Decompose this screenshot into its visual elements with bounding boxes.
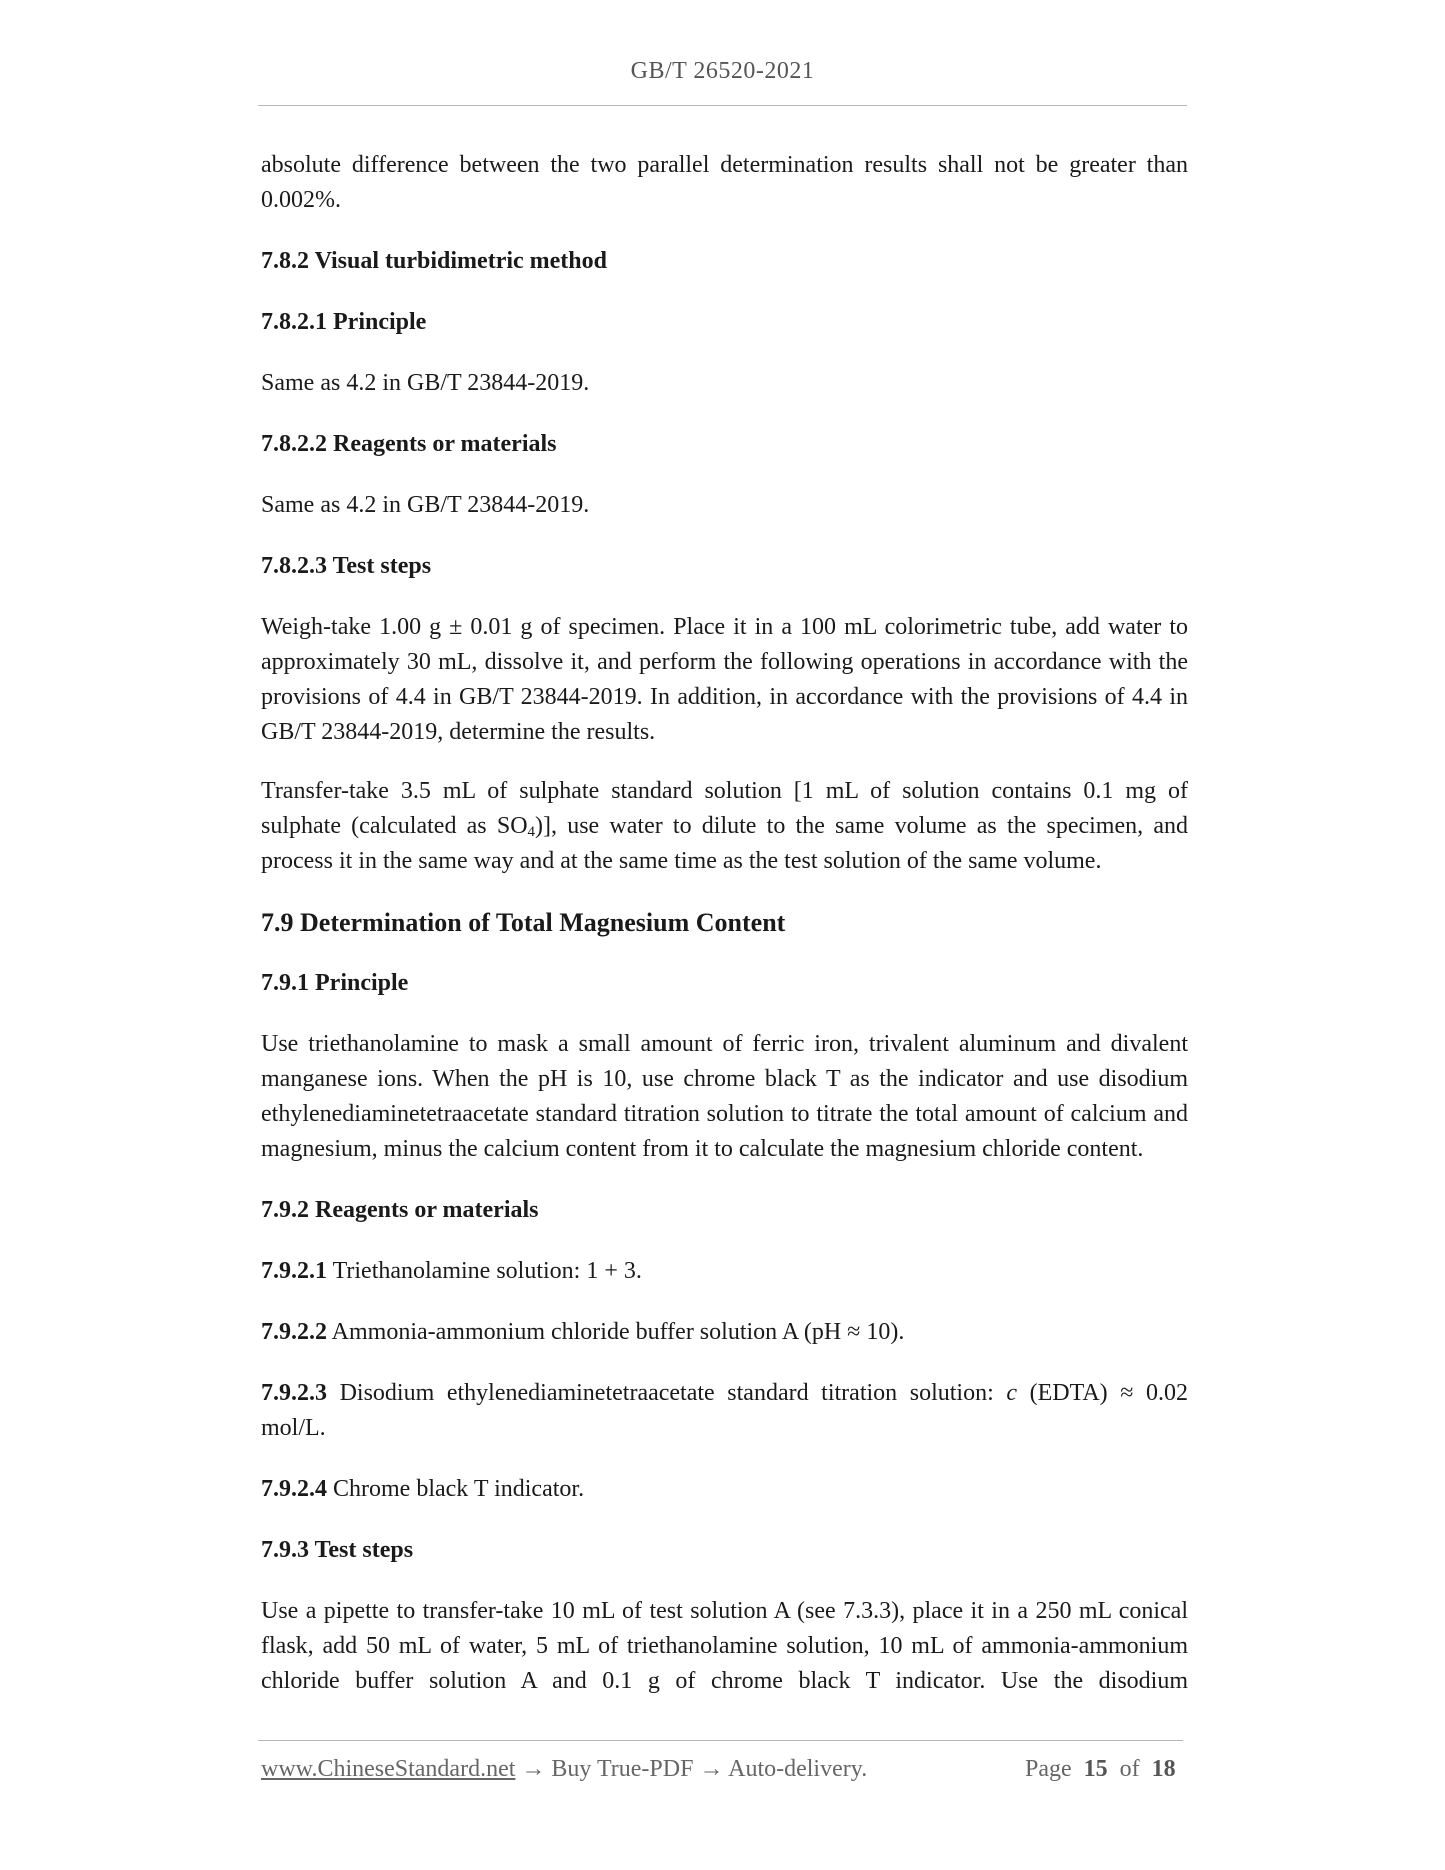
paragraph: Use triethanolamine to mask a small amount of ferric iron, trivalent aluminum and divalent manganese ions. When the pH is 10, use chrome black T as the indicator and use disodium ethylenediaminetetraacetate standard titration solution to titrate the total amount of calcium and magnesium, minus the calcium content from it to calculate the magnesium chloride content.: [261, 1031, 1188, 1162]
item-number: 7.9.2.4: [261, 1476, 327, 1502]
list-item: [261, 1376, 1188, 1446]
subscript: 4: [527, 824, 536, 840]
paragraph-text: Transfer-take 3.5 mL of sulphate standard solution [1 mL of solution contains 0.1 mg of sulphate (calculated as SO: [261, 778, 1188, 839]
item-number: 7.9.2.3: [261, 1380, 327, 1406]
footer-text: → Buy True-PDF → Auto-delivery.: [515, 1756, 868, 1782]
page-content: [261, 148, 1188, 1699]
header-divider: [258, 105, 1187, 106]
footer-promo: [261, 1756, 867, 1783]
page-number: 15: [1083, 1756, 1108, 1782]
section-heading: 7.9.1 Principle: [261, 970, 409, 996]
section-heading: 7.9.3 Test steps: [261, 1537, 414, 1563]
section-heading: 7.8.2.1 Principle: [261, 309, 427, 335]
section-heading: 7.8.2.2 Reagents or materials: [261, 431, 557, 457]
item-number: 7.9.2.2: [261, 1319, 327, 1345]
website-link[interactable]: www.ChineseStandard.net: [261, 1756, 516, 1782]
footer-divider: [258, 1740, 1183, 1741]
item-text: Triethanolamine solution: 1 + 3.: [327, 1258, 642, 1284]
paragraph: absolute difference between the two parallel determination results shall not be greater than 0.002%.: [261, 152, 1188, 213]
section-heading: 7.9.2 Reagents or materials: [261, 1197, 539, 1223]
list-item: [261, 1254, 1188, 1289]
header-title: GB/T 26520-2021: [630, 58, 815, 84]
item-text: Ammonia-ammonium chloride buffer solution A (pH ≈ 10).: [327, 1319, 905, 1345]
paragraph-text: )], use water to dilute to the same volume as the specimen, and process it in the same way and at the same time as the test solution of the same volume.: [261, 813, 1188, 874]
paragraph: Weigh-take 1.00 g ± 0.01 g of specimen. Place it in a 100 mL colorimetric tube, add water to approximately 30 mL, dissolve it, and perform the following operations in accordance with the provisions of 4.4 in GB/T 23844-2019. In addition, in accordance with the provisions of 4.4 in GB/T 23844-2019, determine the results.: [261, 614, 1188, 745]
of-label: of: [1119, 1756, 1140, 1782]
list-item: [261, 1315, 1188, 1350]
paragraph: Same as 4.2 in GB/T 23844-2019.: [261, 370, 590, 396]
paragraph: Same as 4.2 in GB/T 23844-2019.: [261, 492, 590, 518]
section-heading: 7.8.2 Visual turbidimetric method: [261, 248, 607, 274]
section-heading: 7.9 Determination of Total Magnesium Content: [261, 908, 786, 937]
item-text: Disodium ethylenediaminetetraacetate standard titration solution:: [327, 1380, 1007, 1406]
section-heading: 7.8.2.3 Test steps: [261, 553, 432, 579]
page-total: 18: [1151, 1756, 1176, 1782]
item-text: (EDTA) ≈ 0.02 mol/L.: [261, 1380, 1189, 1441]
list-item: [261, 1472, 1188, 1507]
page-label: Page: [1025, 1756, 1072, 1782]
page-indicator: [1025, 1756, 1176, 1783]
concentration-symbol: c: [1006, 1380, 1018, 1406]
item-number: 7.9.2.1: [261, 1258, 327, 1284]
paragraph: [261, 774, 1188, 879]
paragraph: Use a pipette to transfer-take 10 mL of test solution A (see 7.3.3), place it in a 250 mL conical flask, add 50 mL of water, 5 mL of triethanolamine solution, 10 mL of ammonia-ammonium chloride buffer solution A and 0.1 g of chrome black T indicator. Use the disodium: [261, 1598, 1188, 1694]
item-text: Chrome black T indicator.: [327, 1476, 585, 1502]
